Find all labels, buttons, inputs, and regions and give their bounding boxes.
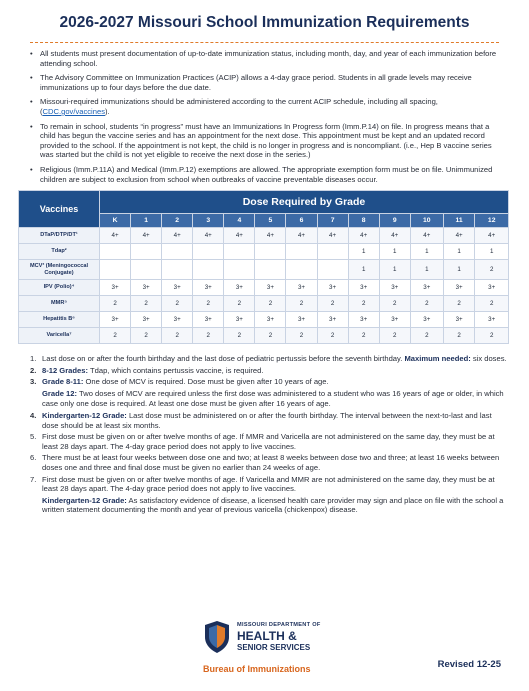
- dose-header: Dose Required by Grade: [100, 191, 509, 214]
- vaccine-name: MCV³ (Meningococcal Conjugate): [19, 260, 100, 280]
- dose-cell: 3+: [317, 312, 348, 328]
- vaccines-header: Vaccines: [19, 191, 100, 228]
- grade-header: 4: [224, 214, 255, 228]
- footnote-6: 6. There must be at least four weeks between dose one and two; at least 8 weeks between dose two and three; at least 16 weeks between doses one and three and final dose must be given no earlier than 24 weeks of age.: [30, 453, 500, 473]
- title-divider: [30, 42, 499, 43]
- dose-cell: 1: [475, 244, 509, 260]
- table-row: [19, 280, 509, 296]
- dose-cell: 4+: [286, 228, 317, 244]
- dose-cell: [286, 260, 317, 280]
- footnote-4: 4. Kindergarten-12 Grade: Last dose must be administered on or after the fourth birthday. The interval between the next-to-last and last dose should be at least six months.: [30, 411, 492, 430]
- requirements-list: [30, 49, 507, 184]
- table-row: [19, 328, 509, 344]
- dose-cell: 4+: [162, 228, 193, 244]
- dose-cell: [162, 244, 193, 260]
- dose-cell: 3+: [100, 312, 131, 328]
- dose-cell: 3+: [255, 312, 286, 328]
- dose-cell: 3+: [475, 280, 509, 296]
- missouri-shield-icon: [203, 620, 231, 654]
- cdc-link[interactable]: CDC.gov/vaccines: [42, 106, 105, 116]
- page-title: 2026-2027 Missouri School Immunization Requirements: [59, 14, 470, 31]
- dose-cell: 3+: [224, 312, 255, 328]
- bureau-name: Bureau of Immunizations: [203, 664, 311, 674]
- dose-cell: 4+: [131, 228, 162, 244]
- dose-cell: 2: [317, 328, 348, 344]
- dose-cell: [162, 260, 193, 280]
- dose-cell: 2: [100, 296, 131, 312]
- dhss-logo: [203, 618, 363, 678]
- dose-cell: [317, 244, 348, 260]
- dose-cell: 2: [348, 296, 379, 312]
- dose-cell: 2: [286, 296, 317, 312]
- dose-cell: 3+: [379, 312, 410, 328]
- grade-header: 10: [410, 214, 443, 228]
- dose-cell: 2: [193, 296, 224, 312]
- logo-line1: MISSOURI DEPARTMENT OF: [237, 622, 321, 628]
- dose-cell: 3+: [100, 280, 131, 296]
- grade-header: 8: [348, 214, 379, 228]
- bullet-item: • The Advisory Committee on Immunization Practices (ACIP) allows a 4-day grace period. Students in all grade levels may receive immunizations up to four days before the due date.: [30, 73, 507, 92]
- dose-cell: 2: [131, 328, 162, 344]
- dose-cell: 3+: [131, 280, 162, 296]
- dose-cell: 3+: [443, 280, 475, 296]
- bullet-item: • To remain in school, students “in progress” must have an Immunizations In Progress form (Imm.P.14) on file. In progress means that a child has begun the vaccine series and has an appointment for the next dose. This appointment must be kept and an updated record provided to the school. If the appointment is not kept, the child is no longer in progress and is noncompliant. (i.e., Hep B vaccine series was started but the child is not yet eligible to receive the next dose in the series.): [30, 122, 507, 160]
- grade-header: 11: [443, 214, 475, 228]
- dose-cell: 2: [193, 328, 224, 344]
- dose-cell: 1: [379, 244, 410, 260]
- table-row: [19, 244, 509, 260]
- dose-cell: 3+: [443, 312, 475, 328]
- dose-cell: 2: [317, 296, 348, 312]
- dose-cell: 1: [443, 244, 475, 260]
- dose-cell: 2: [379, 296, 410, 312]
- footnote-7b: Kindergarten-12 Grade: As satisfactory evidence of disease, a licensed health care provider may sign and place on file with the school a written statement documenting the month and year of previous varicella (chickenpox) disease.: [42, 495, 504, 515]
- dose-cell: 2: [475, 328, 509, 344]
- dose-cell: 3+: [286, 280, 317, 296]
- dose-cell: 2: [410, 328, 443, 344]
- dose-cell: 4+: [348, 228, 379, 244]
- dose-cell: 4+: [317, 228, 348, 244]
- footnote-1: 1. Last dose on or after the fourth birthday and the last dose of pediatric pertussis before the seventh birthday. Maximum needed: six doses.: [30, 354, 507, 364]
- vaccine-name: Varicella⁷: [19, 328, 100, 344]
- dose-cell: 4+: [443, 228, 475, 244]
- dose-cell: 2: [100, 328, 131, 344]
- dose-cell: 2: [475, 260, 509, 280]
- dose-cell: 3+: [286, 312, 317, 328]
- dose-cell: 3+: [410, 312, 443, 328]
- vaccine-name: IPV (Polio)⁴: [19, 280, 100, 296]
- dose-cell: 4+: [410, 228, 443, 244]
- vaccine-name: DTaP/DTP/DT¹: [19, 228, 100, 244]
- bullet-text-end: ).: [105, 106, 110, 116]
- dose-cell: 4+: [224, 228, 255, 244]
- dose-cell: 4+: [100, 228, 131, 244]
- dose-cell: 3+: [255, 280, 286, 296]
- dose-cell: 2: [162, 296, 193, 312]
- dose-cell: [224, 244, 255, 260]
- grade-header: 5: [255, 214, 286, 228]
- dose-cell: 1: [410, 260, 443, 280]
- dose-cell: [193, 260, 224, 280]
- logo-line3: SENIOR SERVICES: [237, 643, 311, 652]
- dose-cell: [100, 244, 131, 260]
- grade-header: 1: [131, 214, 162, 228]
- grade-header: 9: [379, 214, 410, 228]
- dose-cell: [193, 244, 224, 260]
- dose-cell: 3+: [348, 280, 379, 296]
- dose-cell: 2: [255, 328, 286, 344]
- dose-cell: 2: [224, 296, 255, 312]
- dose-cell: 3+: [410, 280, 443, 296]
- dose-cell: 3+: [162, 280, 193, 296]
- dose-cell: 3+: [193, 312, 224, 328]
- dose-cell: 3+: [193, 280, 224, 296]
- footnote-2: 2. 8-12 Grades: Tdap, which contains pertussis vaccine, is required.: [30, 365, 264, 375]
- table-row: [19, 228, 509, 244]
- dose-cell: [255, 260, 286, 280]
- dose-cell: 2: [379, 328, 410, 344]
- grade-header: 3: [193, 214, 224, 228]
- dose-cell: 2: [255, 296, 286, 312]
- dose-cell: [255, 244, 286, 260]
- bullet-item: [30, 97, 507, 116]
- dose-cell: [131, 260, 162, 280]
- dose-cell: 3+: [162, 312, 193, 328]
- table-row: [19, 296, 509, 312]
- dose-cell: 4+: [379, 228, 410, 244]
- table-row: [19, 312, 509, 328]
- dose-cell: [100, 260, 131, 280]
- grade-header: K: [100, 214, 131, 228]
- footnote-3b: Grade 12: Two doses of MCV are required unless the first dose was administered to a student who was 16 years of age or older, in which case only one dose is required. At least one dose must be given after 16 years of age.: [42, 388, 504, 408]
- grade-header: 7: [317, 214, 348, 228]
- grade-header: 2: [162, 214, 193, 228]
- dose-cell: 1: [443, 260, 475, 280]
- vaccine-name: MMR⁵: [19, 296, 100, 312]
- footnote-3: 3. Grade 8-11: One dose of MCV is required. Dose must be given after 10 years of age.: [30, 377, 329, 387]
- vaccine-name: Hepatitis B⁶: [19, 312, 100, 328]
- dose-cell: 3+: [379, 280, 410, 296]
- dose-cell: 2: [410, 296, 443, 312]
- logo-line2: HEALTH &: [237, 629, 297, 643]
- dose-cell: 2: [224, 328, 255, 344]
- grade-header: 12: [475, 214, 509, 228]
- dose-cell: [131, 244, 162, 260]
- dose-cell: 3+: [224, 280, 255, 296]
- dose-cell: 3+: [475, 312, 509, 328]
- footnote-5: 5. First dose must be given on or after twelve months of age. If MMR and Varicella are not administered on the same day, they must be at least 28 days apart. The 4-day grace period does not apply to live vaccines.: [30, 432, 495, 451]
- dose-cell: 3+: [348, 312, 379, 328]
- dose-cell: [286, 244, 317, 260]
- footnotes: [30, 354, 507, 515]
- dose-table: [18, 190, 509, 344]
- dose-cell: [224, 260, 255, 280]
- dose-cell: [317, 260, 348, 280]
- dose-cell: 4+: [475, 228, 509, 244]
- dose-cell: 3+: [317, 280, 348, 296]
- table-row: [19, 260, 509, 280]
- dose-cell: 2: [475, 296, 509, 312]
- bullet-text: Missouri-required immunizations should be administered according to the current ACIP schedule, including all spacing, (: [40, 97, 438, 116]
- dose-cell: 4+: [255, 228, 286, 244]
- dose-cell: 2: [348, 328, 379, 344]
- dose-cell: 1: [348, 260, 379, 280]
- dose-cell: 2: [131, 296, 162, 312]
- dose-cell: 2: [286, 328, 317, 344]
- bullet-item: • All students must present documentation of up-to-date immunization status, including month, day, and year of each immunization before attending school.: [30, 49, 507, 68]
- grade-header: 6: [286, 214, 317, 228]
- footnote-7: 7. First dose must be given on or after twelve months of age. If Varicella and MMR are not administered on the same day, they must be at least 28 days apart. The 4-day grace period does not apply to live vaccines.: [30, 474, 495, 494]
- dose-cell: 3+: [131, 312, 162, 328]
- dose-cell: 2: [162, 328, 193, 344]
- bullet-item: • Religious (Imm.P.11A) and Medical (Imm.P.12) exemptions are allowed. The appropriate exemption form must be on file. Unimmunized children are subject to exclusion from school when outbreaks of vaccine preventable diseases occur.: [30, 165, 507, 184]
- dose-cell: 1: [410, 244, 443, 260]
- dose-cell: 4+: [193, 228, 224, 244]
- dose-cell: 1: [379, 260, 410, 280]
- revision-date: Revised 12-25: [437, 659, 501, 670]
- vaccine-name: Tdap²: [19, 244, 100, 260]
- dose-cell: 1: [348, 244, 379, 260]
- dose-cell: 2: [443, 296, 475, 312]
- dose-cell: 2: [443, 328, 475, 344]
